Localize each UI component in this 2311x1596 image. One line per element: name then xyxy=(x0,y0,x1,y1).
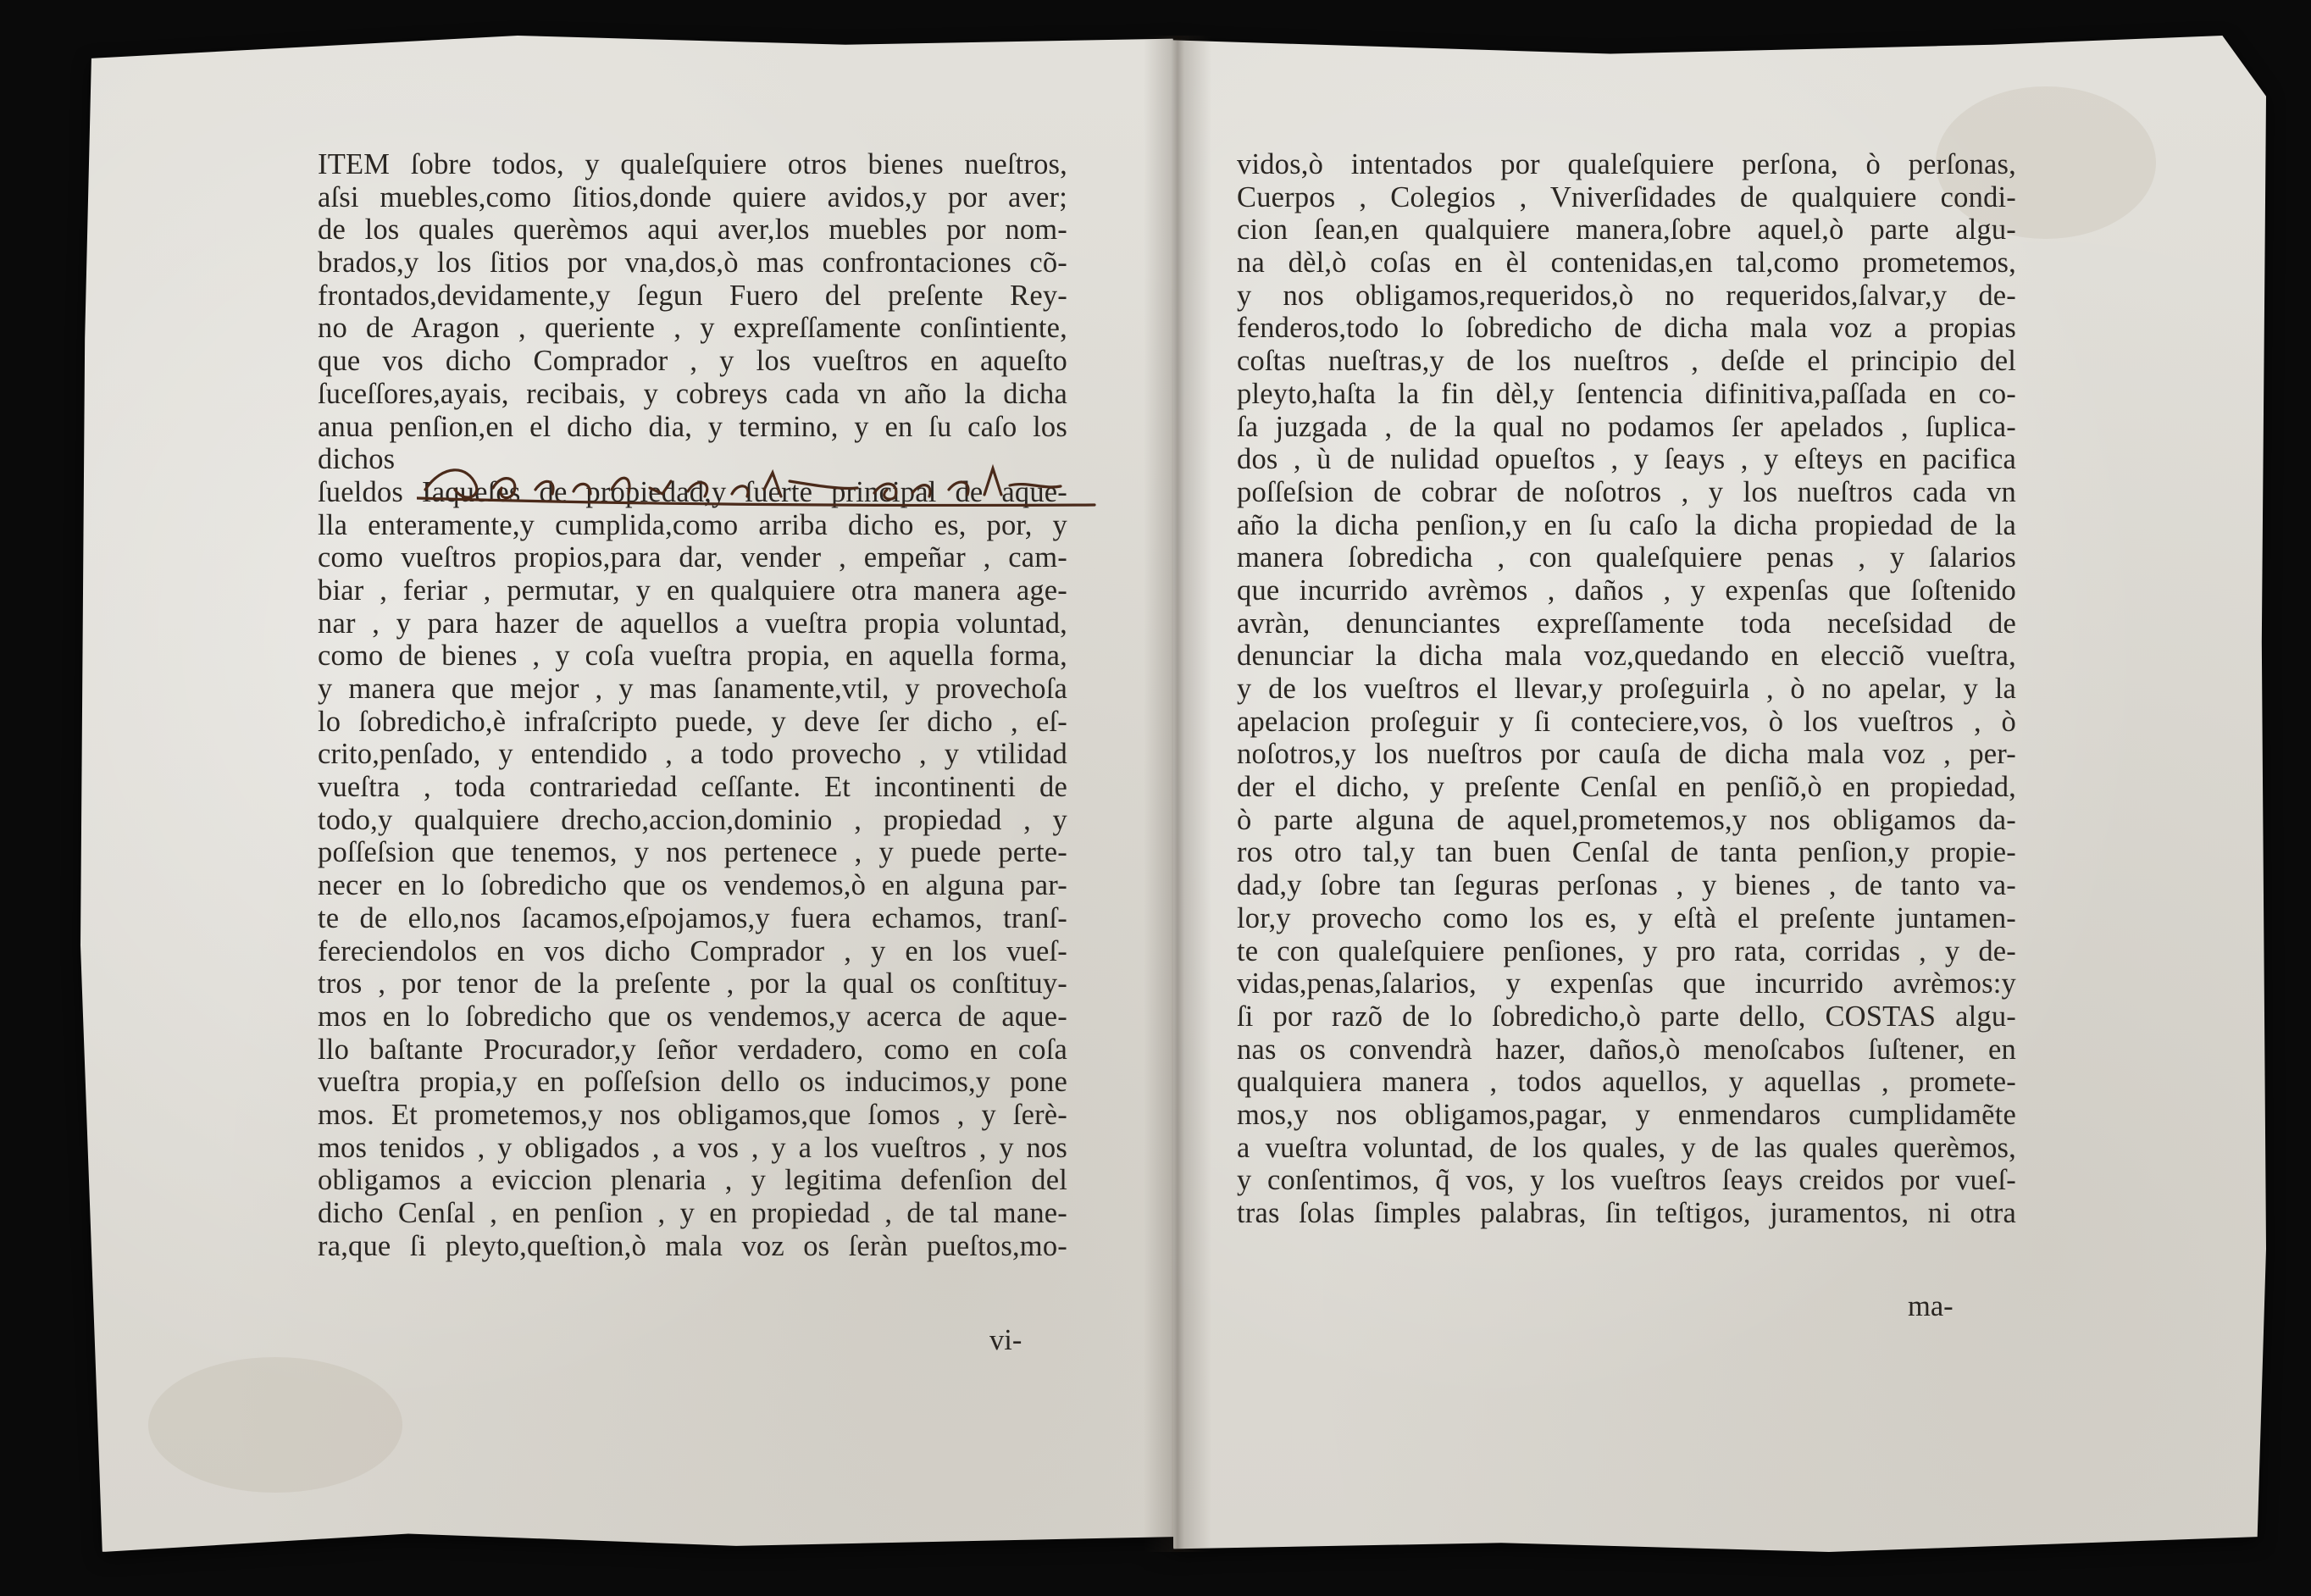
left-text-column xyxy=(318,148,1067,1262)
text-line: mos. Et prometemos,y nos obligamos,que ſomos , y ſerè- xyxy=(318,1098,1067,1131)
text-line: der el dicho, y preſente Cenſal en penſiõ,ò en propiedad, xyxy=(1237,771,2016,804)
catchword-right: ma- xyxy=(1908,1290,1954,1322)
text-line: mos en lo ſobredicho que os vendemos,y acerca de aque- xyxy=(318,1000,1067,1033)
text-line: cion ſean,en qualquiere manera,ſobre aquel,ò parte algu- xyxy=(1237,213,2016,247)
text-line: poſſeſsion de cobrar de noſotros , y los nueſtros cada vn xyxy=(1237,475,2016,508)
text-line: vueſtra , toda contrariedad ceſſante. Et incontinenti de xyxy=(318,771,1067,804)
text-line: biar , feriar , permutar, y en qualquiere otra manera age- xyxy=(318,574,1067,607)
handwriting-signature-image xyxy=(417,456,1103,507)
text-line: dicho Cenſal , en penſion , y en propiedad , de tal mane- xyxy=(318,1197,1067,1229)
text-line: no de Aragon , queriente , y expreſſamente conſintiente, xyxy=(318,312,1067,345)
text-line: noſotros,y los nueſtros por cauſa de dicha mala voz , per- xyxy=(1237,738,2016,771)
text-line: Cuerpos , Colegios , Vniverſidades de qualquiere condi- xyxy=(1237,180,2016,213)
text-line: coſtas nueſtras,y de los nueſtros , deſde el principio del xyxy=(1237,345,2016,378)
text-line: frontados,devidamente,y ſegun Fuero del preſente Rey- xyxy=(318,279,1067,312)
text-line: dos , ù de nulidad opueſtos , y ſeays , y eſteys en pacifica xyxy=(1237,443,2016,476)
text-line: lla enteramente,y cumplida,como arriba dicho es, por, y xyxy=(318,508,1067,541)
text-line: crito,penſado, y entendido , a todo provecho , y vtilidad xyxy=(318,738,1067,771)
text-line: y manera que mejor , y mas ſanamente,vtil, y provechoſa xyxy=(318,673,1067,705)
text-line: denunciar la dicha mala voz,quedando en elecciõ vueſtra, xyxy=(1237,640,2016,673)
text-line: avràn, denunciantes expreſſamente toda neceſsidad de xyxy=(1237,607,2016,640)
text-line: mos,y nos obligamos,pagar, y enmendaros cumplidamẽte xyxy=(1237,1098,2016,1131)
text-line: ſueldos Iaqueſes de propiedad,y ſuerte principal de aque- xyxy=(318,475,1067,508)
text-line: nar , y para hazer de aquellos a vueſtra propia voluntad, xyxy=(318,607,1067,640)
text-line: brados,y los ſitios por vna,dos,ò mas confrontaciones cõ- xyxy=(318,247,1067,280)
text-line: poſſeſsion que tenemos, y nos pertenece , y puede perte- xyxy=(318,836,1067,869)
text-line: que vos dicho Comprador , y los vueſtros en aqueſto xyxy=(318,345,1067,378)
text-line: como vueſtros propios,para dar, vender , empeñar , cam- xyxy=(318,541,1067,574)
text-line: año la dicha penſion,y en ſu caſo la dicha propiedad de la xyxy=(1237,508,2016,541)
text-line: de los quales querèmos aqui aver,los muebles por nom- xyxy=(318,213,1067,247)
text-line: na dèl,ò coſas en èl contenidas,en tal,como prometemos, xyxy=(1237,247,2016,280)
text-line: qualquiera manera , todos aquellos, y aquellas , promete- xyxy=(1237,1066,2016,1099)
text-line: dichos xyxy=(318,443,396,476)
text-line: te de ello,nos ſacamos,eſpojamos,y fuera echamos, tranſ- xyxy=(318,901,1067,934)
handwritten-amount xyxy=(417,456,1103,507)
text-line: ros otro tal,y tan buen Cenſal de tanta penſion,y propie- xyxy=(1237,836,2016,869)
text-line: lo ſobredicho,è infraſcripto puede, y deve ſer dicho , eſ- xyxy=(318,705,1067,738)
text-line: pleyto,haſta la fin dèl,y ſentencia difinitiva,paſſada en co- xyxy=(1237,377,2016,410)
text-line: lor,y provecho como los es, y eſtà el preſente juntamen- xyxy=(1237,901,2016,934)
text-line: ſuceſſores,ayais, recibais, y cobreys cada vn año la dicha xyxy=(318,377,1067,410)
text-line: vueſtra propia,y en poſſeſsion dello os inducimos,y pone xyxy=(318,1066,1067,1099)
text-line: te con qualeſquiere penſiones, y pro rata, corridas , y de- xyxy=(1237,934,2016,967)
text-line: ra,que ſi pleyto,queſtion,ò mala voz os ſeràn pueſtos,mo- xyxy=(318,1229,1067,1262)
text-line: apelacion proſeguir y ſi conteciere,vos, ò los vueſtros , ò xyxy=(1237,705,2016,738)
text-line: fereciendolos en vos dicho Comprador , y en los vueſ- xyxy=(318,934,1067,967)
text-line: que incurrido avrèmos , daños , y expenſas que ſoſtenido xyxy=(1237,574,2016,607)
text-line: necer en lo ſobredicho que os vendemos,ò en alguna par- xyxy=(318,869,1067,902)
text-line: ò parte alguna de aquel,prometemos,y nos obligamos da- xyxy=(1237,803,2016,836)
text-line: manera ſobredicha , con qualeſquiere penas , y ſalarios xyxy=(1237,541,2016,574)
text-line: como de bienes , y coſa vueſtra propia, en aquella forma, xyxy=(318,640,1067,673)
text-line: mos tenidos , y obligados , a vos , y a los vueſtros , y nos xyxy=(318,1131,1067,1164)
text-line: fenderos,todo lo ſobredicho de dicha mala voz a propias xyxy=(1237,312,2016,345)
right-text-column xyxy=(1237,148,2016,1230)
text-line: todo,y qualquiere drecho,accion,dominio , propiedad , y xyxy=(318,803,1067,836)
text-line: ITEM ſobre todos, y qualeſquiere otros bienes nueſtros, xyxy=(318,148,1067,180)
book-gutter xyxy=(1144,36,1211,1552)
text-line: ſi por razõ de lo ſobredicho,ò parte dello, COSTAS algu- xyxy=(1237,1000,2016,1033)
catchword-left: vi- xyxy=(989,1324,1022,1356)
text-line: ſa juzgada , de la qual no podamos ſer apelados , ſuplica- xyxy=(1237,410,2016,443)
text-line: y de los vueſtros el llevar,y proſeguirla , ò no apelar, y la xyxy=(1237,673,2016,705)
text-line: y conſentimos, q̃ vos, y los vueſtros ſeays creidos por vueſ- xyxy=(1237,1164,2016,1197)
text-line: obligamos a eviccion plenaria , y legitima defenſion del xyxy=(318,1164,1067,1197)
text-line: aſsi muebles,como ſitios,donde quiere avidos,y por aver; xyxy=(318,180,1067,213)
text-line: vidas,penas,ſalarios, y expenſas que incurrido avrèmos:y xyxy=(1237,967,2016,1000)
text-line: nas os convendrà hazer, daños,ò menoſcabos ſuſtener, en xyxy=(1237,1033,2016,1066)
text-line: anua penſion,en el dicho dia, y termino, y en ſu caſo los xyxy=(318,410,1067,443)
text-line: y nos obligamos,requeridos,ò no requeridos,ſalvar,y de- xyxy=(1237,279,2016,312)
text-line: a vueſtra voluntad, de los quales, y de las quales querèmos, xyxy=(1237,1131,2016,1164)
text-line: dad,y ſobre tan ſeguras perſonas , y bienes , de tanto va- xyxy=(1237,869,2016,902)
text-line: llo baſtante Procurador,y ſeñor verdadero, como en coſa xyxy=(318,1033,1067,1066)
text-line: tros , por tenor de la preſente , por la qual os conſtituy- xyxy=(318,967,1067,1000)
paper-stain xyxy=(148,1357,402,1493)
text-line: tras ſolas ſimples palabras, ſin teſtigos, juramentos, ni otra xyxy=(1237,1197,2016,1229)
text-line: vidos,ò intentados por qualeſquiere perſona, ò perſonas, xyxy=(1237,148,2016,180)
